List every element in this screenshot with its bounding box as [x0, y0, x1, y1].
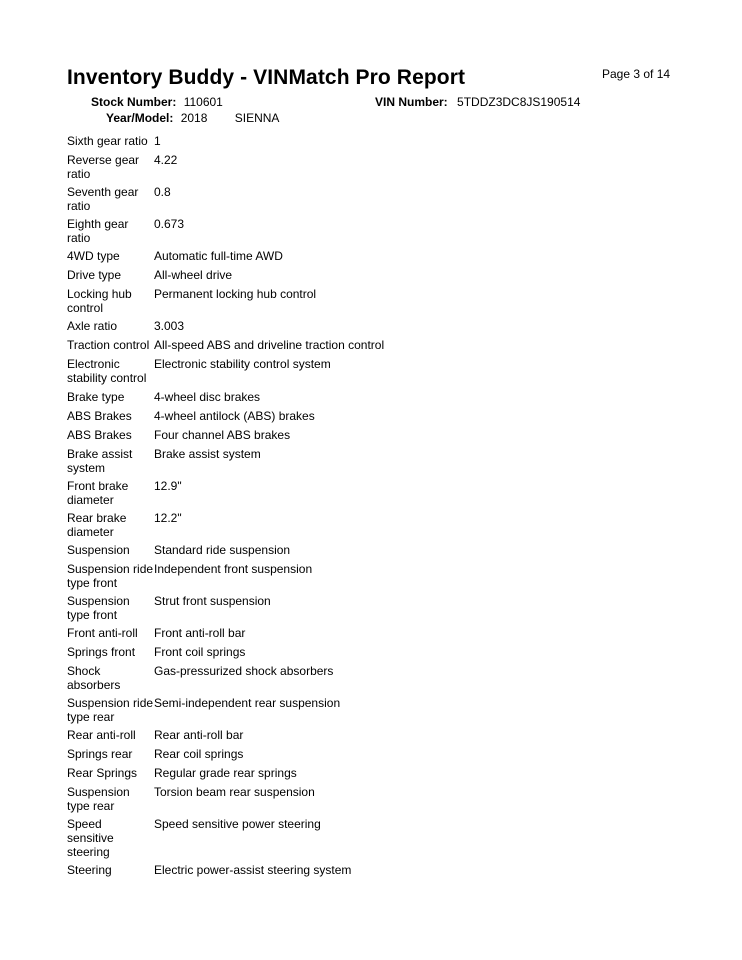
spec-value: Torsion beam rear suspension [154, 785, 315, 799]
spec-row [67, 390, 667, 409]
report-title: Inventory Buddy - VINMatch Pro Report [67, 66, 466, 89]
spec-row [67, 664, 667, 696]
spec-label: Sixth gear ratio [67, 134, 148, 148]
spec-label: Front brake diameter [67, 479, 129, 507]
spec-value: Gas-pressurized shock absorbers [154, 664, 334, 678]
page-number: Page 3 of 14 [602, 67, 671, 81]
spec-row [67, 645, 667, 664]
vin-number-label: VIN Number: [375, 95, 448, 109]
spec-row [67, 766, 667, 785]
spec-label: Steering [67, 863, 112, 877]
spec-value: 12.9" [154, 479, 182, 493]
spec-value: 12.2" [154, 511, 182, 525]
spec-row [67, 357, 667, 390]
spec-label: Front anti-roll [67, 626, 138, 640]
spec-value: 0.8 [154, 185, 171, 199]
spec-row [67, 217, 667, 249]
spec-value: Automatic full-time AWD [154, 249, 283, 263]
spec-row [67, 134, 667, 153]
spec-label: Drive type [67, 268, 122, 282]
spec-value: 4-wheel disc brakes [154, 390, 261, 404]
year-model-label: Year/Model: [106, 111, 174, 125]
spec-label: Rear brake diameter [67, 511, 127, 539]
spec-label: Reverse gear ratio [67, 153, 140, 181]
spec-label: Suspension type front [67, 594, 130, 622]
spec-label: Seventh gear ratio [67, 185, 139, 213]
spec-value: Semi-independent rear suspension [154, 696, 341, 710]
spec-row [67, 428, 667, 447]
spec-value: Regular grade rear springs [154, 766, 297, 780]
vin-number-value: 5TDDZ3DC8JS190514 [457, 95, 581, 109]
spec-row [67, 479, 667, 511]
spec-table [67, 134, 667, 882]
spec-label: Axle ratio [67, 319, 118, 333]
spec-row [67, 817, 667, 863]
spec-value: 4-wheel antilock (ABS) brakes [154, 409, 315, 423]
spec-value: Rear anti-roll bar [154, 728, 244, 742]
spec-label: Springs front [67, 645, 136, 659]
spec-label: Suspension ride type front [67, 562, 154, 590]
spec-label: Electronic stability control [67, 357, 147, 385]
stock-number-field [91, 95, 223, 109]
stock-number-label: Stock Number: [91, 95, 177, 109]
spec-value: Four channel ABS brakes [154, 428, 291, 442]
spec-value: All-wheel drive [154, 268, 233, 282]
spec-label: ABS Brakes [67, 428, 132, 442]
spec-label: Brake type [67, 390, 125, 404]
spec-row [67, 728, 667, 747]
year-value: 2018 [180, 111, 208, 125]
spec-row [67, 287, 667, 319]
spec-value: Standard ride suspension [154, 543, 291, 557]
spec-label: Eighth gear ratio [67, 217, 129, 245]
spec-row [67, 153, 667, 185]
spec-value: Electronic stability control system [154, 357, 331, 371]
spec-row [67, 338, 667, 357]
spec-value: 0.673 [154, 217, 185, 231]
spec-value: All-speed ABS and driveline traction control [154, 338, 385, 352]
spec-row [67, 562, 667, 594]
spec-value: Independent front suspension [154, 562, 313, 576]
spec-label: Suspension ride type rear [67, 696, 154, 724]
spec-value: 4.22 [154, 153, 178, 167]
spec-row [67, 863, 667, 882]
spec-row [67, 594, 667, 626]
spec-label: Suspension [67, 543, 130, 557]
spec-label: Brake assist system [67, 447, 133, 475]
spec-label: Speed sensitive steering [67, 817, 114, 859]
spec-row [67, 268, 667, 287]
spec-row [67, 319, 667, 338]
spec-label: Traction control [67, 338, 150, 352]
spec-label: Springs rear [67, 747, 133, 761]
spec-value: Front anti-roll bar [154, 626, 246, 640]
year-model-field [106, 111, 279, 125]
spec-row [67, 447, 667, 479]
spec-label: 4WD type [67, 249, 120, 263]
spec-value: Speed sensitive power steering [154, 817, 321, 831]
spec-value: Rear coil springs [154, 747, 244, 761]
spec-row [67, 696, 667, 728]
spec-value: Brake assist system [154, 447, 261, 461]
vin-number-field [375, 95, 580, 109]
model-value: SIENNA [234, 111, 280, 125]
spec-value: Permanent locking hub control [154, 287, 317, 301]
spec-value: 1 [154, 134, 161, 148]
spec-row [67, 785, 667, 817]
spec-label: ABS Brakes [67, 409, 132, 423]
spec-label: Locking hub control [67, 287, 132, 315]
spec-row [67, 249, 667, 268]
spec-label: Rear anti-roll [67, 728, 136, 742]
spec-row [67, 185, 667, 217]
spec-value: Front coil springs [154, 645, 246, 659]
spec-label: Suspension type rear [67, 785, 130, 813]
spec-value: Strut front suspension [154, 594, 271, 608]
spec-row [67, 747, 667, 766]
spec-row [67, 543, 667, 562]
spec-label: Shock absorbers [67, 664, 121, 692]
spec-row [67, 409, 667, 428]
spec-row [67, 626, 667, 645]
spec-row [67, 511, 667, 543]
spec-label: Rear Springs [67, 766, 138, 780]
spec-value: 3.003 [154, 319, 185, 333]
spec-value: Electric power-assist steering system [154, 863, 352, 877]
stock-number-value: 110601 [183, 95, 223, 109]
